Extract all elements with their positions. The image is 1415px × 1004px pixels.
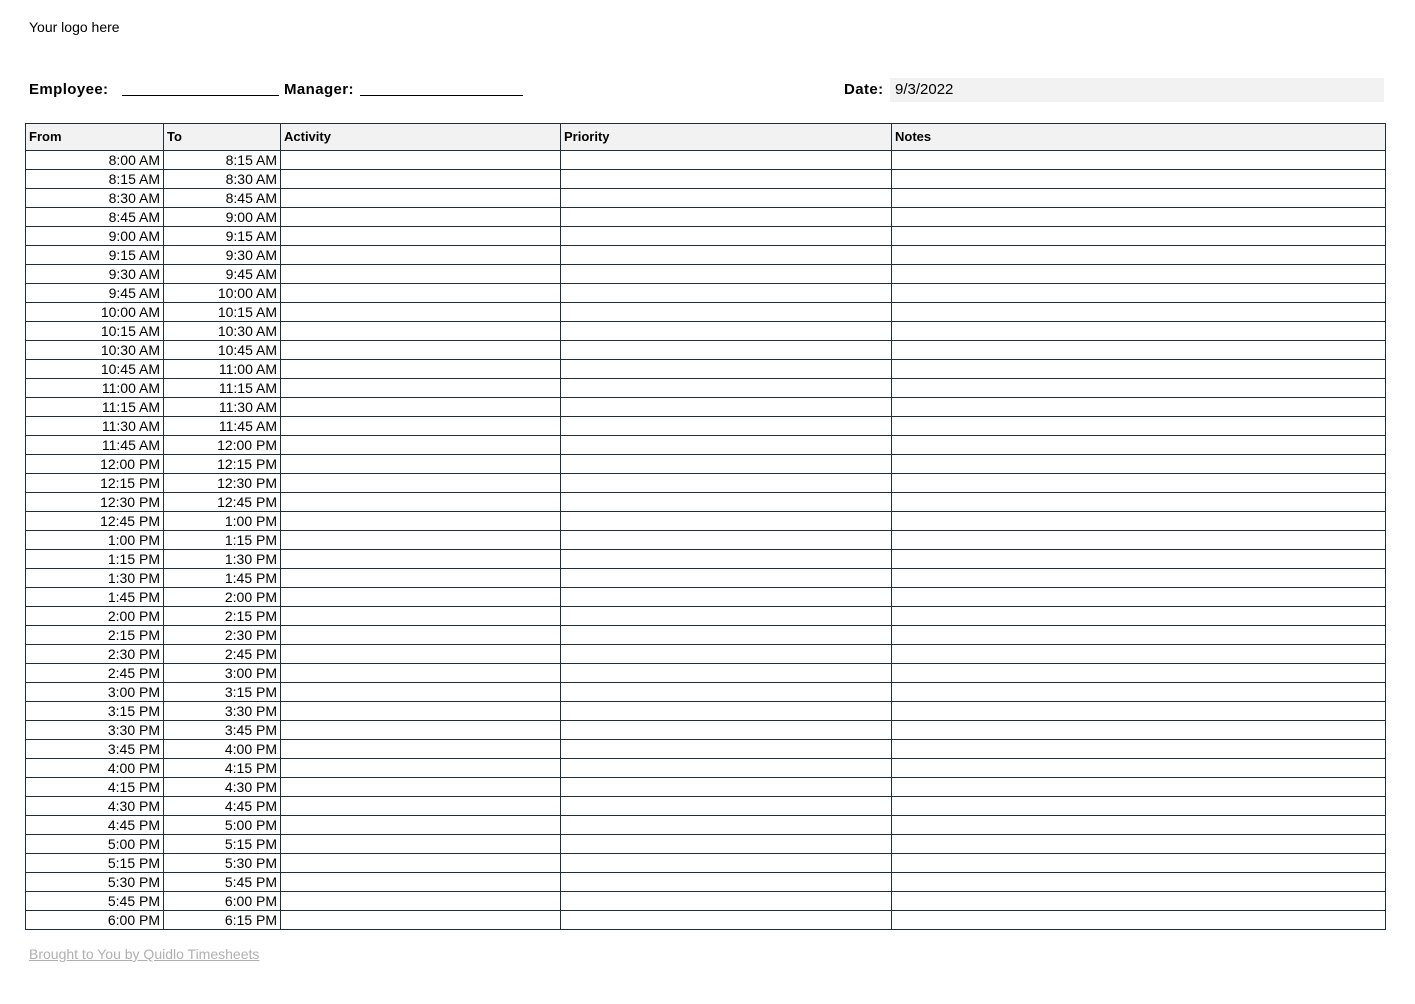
table-row	[26, 569, 1386, 588]
notes-cell[interactable]	[892, 493, 1386, 512]
activity-cell[interactable]	[281, 664, 561, 683]
from-cell: 12:45 PM	[26, 512, 164, 531]
form-header	[29, 78, 1384, 102]
to-cell: 11:00 AM	[164, 360, 281, 379]
table-row	[26, 208, 1386, 227]
notes-cell[interactable]	[892, 645, 1386, 664]
from-cell: 5:15 PM	[26, 854, 164, 873]
to-cell: 9:45 AM	[164, 265, 281, 284]
table-row	[26, 759, 1386, 778]
from-cell: 11:45 AM	[26, 436, 164, 455]
to-cell: 10:45 AM	[164, 341, 281, 360]
from-cell: 8:00 AM	[26, 151, 164, 170]
activity-cell[interactable]	[281, 740, 561, 759]
priority-cell[interactable]	[561, 607, 892, 626]
priority-cell[interactable]	[561, 645, 892, 664]
activity-cell[interactable]	[281, 189, 561, 208]
activity-cell[interactable]	[281, 512, 561, 531]
activity-cell[interactable]	[281, 683, 561, 702]
table-row	[26, 645, 1386, 664]
table-row	[26, 816, 1386, 835]
from-cell: 11:30 AM	[26, 417, 164, 436]
from-cell: 2:45 PM	[26, 664, 164, 683]
from-cell: 4:45 PM	[26, 816, 164, 835]
table-row	[26, 379, 1386, 398]
from-cell: 2:30 PM	[26, 645, 164, 664]
priority-cell[interactable]	[561, 398, 892, 417]
from-cell: 3:30 PM	[26, 721, 164, 740]
activity-cell[interactable]	[281, 645, 561, 664]
priority-cell[interactable]	[561, 702, 892, 721]
table-row	[26, 360, 1386, 379]
to-cell: 12:45 PM	[164, 493, 281, 512]
activity-cell[interactable]	[281, 360, 561, 379]
table-row	[26, 721, 1386, 740]
notes-cell[interactable]	[892, 569, 1386, 588]
table-row	[26, 436, 1386, 455]
table-row	[26, 322, 1386, 341]
notes-cell[interactable]	[892, 531, 1386, 550]
notes-cell[interactable]	[892, 284, 1386, 303]
column-header-notes: Notes	[892, 124, 1386, 151]
notes-cell[interactable]	[892, 170, 1386, 189]
to-cell: 1:00 PM	[164, 512, 281, 531]
priority-cell[interactable]	[561, 816, 892, 835]
column-header-priority: Priority	[561, 124, 892, 151]
notes-cell[interactable]	[892, 151, 1386, 170]
activity-cell[interactable]	[281, 607, 561, 626]
from-cell: 12:00 PM	[26, 455, 164, 474]
priority-cell[interactable]	[561, 360, 892, 379]
priority-cell[interactable]	[561, 740, 892, 759]
notes-cell[interactable]	[892, 835, 1386, 854]
to-cell: 3:15 PM	[164, 683, 281, 702]
notes-cell[interactable]	[892, 265, 1386, 284]
priority-cell[interactable]	[561, 778, 892, 797]
to-cell: 2:45 PM	[164, 645, 281, 664]
activity-cell[interactable]	[281, 265, 561, 284]
priority-cell[interactable]	[561, 303, 892, 322]
activity-cell[interactable]	[281, 835, 561, 854]
from-cell: 2:15 PM	[26, 626, 164, 645]
table-row	[26, 398, 1386, 417]
priority-cell[interactable]	[561, 455, 892, 474]
notes-cell[interactable]	[892, 626, 1386, 645]
activity-cell[interactable]	[281, 626, 561, 645]
activity-cell[interactable]	[281, 816, 561, 835]
activity-cell[interactable]	[281, 455, 561, 474]
to-cell: 12:30 PM	[164, 474, 281, 493]
priority-cell[interactable]	[561, 588, 892, 607]
from-cell: 6:00 PM	[26, 911, 164, 930]
table-row	[26, 455, 1386, 474]
notes-cell[interactable]	[892, 341, 1386, 360]
footer-link[interactable]: Brought to You by Quidlo Timesheets	[29, 946, 260, 962]
to-cell: 10:15 AM	[164, 303, 281, 322]
to-cell: 5:00 PM	[164, 816, 281, 835]
from-cell: 5:45 PM	[26, 892, 164, 911]
priority-cell[interactable]	[561, 873, 892, 892]
notes-cell[interactable]	[892, 360, 1386, 379]
table-row	[26, 683, 1386, 702]
notes-cell[interactable]	[892, 740, 1386, 759]
priority-cell[interactable]	[561, 246, 892, 265]
activity-cell[interactable]	[281, 873, 561, 892]
table-row	[26, 892, 1386, 911]
priority-cell[interactable]	[561, 683, 892, 702]
activity-cell[interactable]	[281, 436, 561, 455]
to-cell: 3:00 PM	[164, 664, 281, 683]
date-field[interactable]	[890, 78, 1384, 102]
to-cell: 10:30 AM	[164, 322, 281, 341]
to-cell: 11:30 AM	[164, 398, 281, 417]
from-cell: 8:15 AM	[26, 170, 164, 189]
to-cell: 4:45 PM	[164, 797, 281, 816]
priority-cell[interactable]	[561, 493, 892, 512]
activity-cell[interactable]	[281, 702, 561, 721]
notes-cell[interactable]	[892, 759, 1386, 778]
to-cell: 2:00 PM	[164, 588, 281, 607]
table-row	[26, 265, 1386, 284]
from-cell: 5:30 PM	[26, 873, 164, 892]
priority-cell[interactable]	[561, 474, 892, 493]
notes-cell[interactable]	[892, 227, 1386, 246]
notes-cell[interactable]	[892, 892, 1386, 911]
priority-cell[interactable]	[561, 797, 892, 816]
table-row	[26, 284, 1386, 303]
activity-cell[interactable]	[281, 151, 561, 170]
activity-cell[interactable]	[281, 208, 561, 227]
to-cell: 5:30 PM	[164, 854, 281, 873]
notes-cell[interactable]	[892, 721, 1386, 740]
from-cell: 11:00 AM	[26, 379, 164, 398]
manager-field-line[interactable]	[360, 95, 523, 96]
from-cell: 5:00 PM	[26, 835, 164, 854]
table-row	[26, 493, 1386, 512]
from-cell: 10:30 AM	[26, 341, 164, 360]
notes-cell[interactable]	[892, 816, 1386, 835]
activity-cell[interactable]	[281, 227, 561, 246]
priority-cell[interactable]	[561, 550, 892, 569]
from-cell: 12:15 PM	[26, 474, 164, 493]
notes-cell[interactable]	[892, 208, 1386, 227]
notes-cell[interactable]	[892, 189, 1386, 208]
date-label: Date:	[844, 81, 884, 98]
activity-cell[interactable]	[281, 379, 561, 398]
priority-cell[interactable]	[561, 626, 892, 645]
from-cell: 4:30 PM	[26, 797, 164, 816]
table-row	[26, 797, 1386, 816]
priority-cell[interactable]	[561, 227, 892, 246]
activity-cell[interactable]	[281, 531, 561, 550]
to-cell: 11:15 AM	[164, 379, 281, 398]
notes-cell[interactable]	[892, 588, 1386, 607]
table-row	[26, 227, 1386, 246]
notes-cell[interactable]	[892, 911, 1386, 930]
table-row	[26, 854, 1386, 873]
notes-cell[interactable]	[892, 683, 1386, 702]
table-row	[26, 303, 1386, 322]
table-row	[26, 873, 1386, 892]
notes-cell[interactable]	[892, 417, 1386, 436]
activity-cell[interactable]	[281, 588, 561, 607]
manager-label: Manager:	[284, 81, 354, 98]
table-row	[26, 246, 1386, 265]
to-cell: 9:15 AM	[164, 227, 281, 246]
column-header-to: To	[164, 124, 281, 151]
notes-cell[interactable]	[892, 512, 1386, 531]
from-cell: 3:15 PM	[26, 702, 164, 721]
to-cell: 9:30 AM	[164, 246, 281, 265]
table-row	[26, 702, 1386, 721]
priority-cell[interactable]	[561, 436, 892, 455]
activity-cell[interactable]	[281, 322, 561, 341]
notes-cell[interactable]	[892, 303, 1386, 322]
priority-cell[interactable]	[561, 379, 892, 398]
table-row	[26, 588, 1386, 607]
priority-cell[interactable]	[561, 721, 892, 740]
notes-cell[interactable]	[892, 854, 1386, 873]
from-cell: 10:45 AM	[26, 360, 164, 379]
table-row	[26, 550, 1386, 569]
notes-cell[interactable]	[892, 607, 1386, 626]
to-cell: 3:30 PM	[164, 702, 281, 721]
priority-cell[interactable]	[561, 759, 892, 778]
priority-cell[interactable]	[561, 265, 892, 284]
table-row	[26, 189, 1386, 208]
from-cell: 12:30 PM	[26, 493, 164, 512]
activity-cell[interactable]	[281, 493, 561, 512]
to-cell: 8:30 AM	[164, 170, 281, 189]
notes-cell[interactable]	[892, 322, 1386, 341]
activity-cell[interactable]	[281, 759, 561, 778]
from-cell: 8:30 AM	[26, 189, 164, 208]
table-row	[26, 417, 1386, 436]
to-cell: 3:45 PM	[164, 721, 281, 740]
notes-cell[interactable]	[892, 873, 1386, 892]
priority-cell[interactable]	[561, 417, 892, 436]
priority-cell[interactable]	[561, 284, 892, 303]
activity-cell[interactable]	[281, 303, 561, 322]
from-cell: 2:00 PM	[26, 607, 164, 626]
notes-cell[interactable]	[892, 778, 1386, 797]
priority-cell[interactable]	[561, 911, 892, 930]
to-cell: 9:00 AM	[164, 208, 281, 227]
from-cell: 3:45 PM	[26, 740, 164, 759]
notes-cell[interactable]	[892, 246, 1386, 265]
to-cell: 11:45 AM	[164, 417, 281, 436]
table-row	[26, 474, 1386, 493]
table-row	[26, 740, 1386, 759]
table-header-row	[26, 124, 1386, 151]
from-cell: 1:15 PM	[26, 550, 164, 569]
to-cell: 6:15 PM	[164, 911, 281, 930]
notes-cell[interactable]	[892, 550, 1386, 569]
logo-placeholder: Your logo here	[29, 19, 120, 35]
from-cell: 10:00 AM	[26, 303, 164, 322]
from-cell: 9:45 AM	[26, 284, 164, 303]
priority-cell[interactable]	[561, 664, 892, 683]
priority-cell[interactable]	[561, 892, 892, 911]
table-row	[26, 911, 1386, 930]
activity-cell[interactable]	[281, 797, 561, 816]
priority-cell[interactable]	[561, 531, 892, 550]
priority-cell[interactable]	[561, 170, 892, 189]
from-cell: 1:00 PM	[26, 531, 164, 550]
to-cell: 4:15 PM	[164, 759, 281, 778]
priority-cell[interactable]	[561, 569, 892, 588]
to-cell: 10:00 AM	[164, 284, 281, 303]
from-cell: 4:00 PM	[26, 759, 164, 778]
priority-cell[interactable]	[561, 341, 892, 360]
priority-cell[interactable]	[561, 854, 892, 873]
notes-cell[interactable]	[892, 702, 1386, 721]
priority-cell[interactable]	[561, 189, 892, 208]
table-row	[26, 664, 1386, 683]
activity-cell[interactable]	[281, 550, 561, 569]
table-row	[26, 835, 1386, 854]
from-cell: 1:45 PM	[26, 588, 164, 607]
notes-cell[interactable]	[892, 455, 1386, 474]
column-header-activity: Activity	[281, 124, 561, 151]
activity-cell[interactable]	[281, 246, 561, 265]
to-cell: 1:45 PM	[164, 569, 281, 588]
notes-cell[interactable]	[892, 797, 1386, 816]
activity-cell[interactable]	[281, 284, 561, 303]
to-cell: 8:45 AM	[164, 189, 281, 208]
activity-cell[interactable]	[281, 398, 561, 417]
column-header-from: From	[26, 124, 164, 151]
to-cell: 4:00 PM	[164, 740, 281, 759]
to-cell: 4:30 PM	[164, 778, 281, 797]
to-cell: 12:15 PM	[164, 455, 281, 474]
activity-cell[interactable]	[281, 569, 561, 588]
to-cell: 5:15 PM	[164, 835, 281, 854]
to-cell: 6:00 PM	[164, 892, 281, 911]
table-row	[26, 626, 1386, 645]
activity-cell[interactable]	[281, 892, 561, 911]
activity-cell[interactable]	[281, 911, 561, 930]
table-row	[26, 341, 1386, 360]
notes-cell[interactable]	[892, 379, 1386, 398]
to-cell: 1:30 PM	[164, 550, 281, 569]
from-cell: 8:45 AM	[26, 208, 164, 227]
date-value[interactable]: 9/3/2022	[895, 81, 954, 98]
to-cell: 2:15 PM	[164, 607, 281, 626]
priority-cell[interactable]	[561, 322, 892, 341]
priority-cell[interactable]	[561, 835, 892, 854]
priority-cell[interactable]	[561, 151, 892, 170]
table-row	[26, 531, 1386, 550]
from-cell: 4:15 PM	[26, 778, 164, 797]
from-cell: 10:15 AM	[26, 322, 164, 341]
to-cell: 5:45 PM	[164, 873, 281, 892]
from-cell: 9:15 AM	[26, 246, 164, 265]
priority-cell[interactable]	[561, 208, 892, 227]
to-cell: 2:30 PM	[164, 626, 281, 645]
priority-cell[interactable]	[561, 512, 892, 531]
to-cell: 1:15 PM	[164, 531, 281, 550]
notes-cell[interactable]	[892, 436, 1386, 455]
to-cell: 8:15 AM	[164, 151, 281, 170]
activity-cell[interactable]	[281, 417, 561, 436]
schedule-body	[26, 151, 1386, 930]
notes-cell[interactable]	[892, 474, 1386, 493]
from-cell: 3:00 PM	[26, 683, 164, 702]
table-row	[26, 607, 1386, 626]
table-row	[26, 778, 1386, 797]
notes-cell[interactable]	[892, 664, 1386, 683]
table-row	[26, 151, 1386, 170]
table-row	[26, 512, 1386, 531]
table-row	[26, 170, 1386, 189]
activity-cell[interactable]	[281, 170, 561, 189]
employee-label: Employee:	[29, 81, 109, 98]
activity-cell[interactable]	[281, 341, 561, 360]
notes-cell[interactable]	[892, 398, 1386, 417]
activity-cell[interactable]	[281, 854, 561, 873]
from-cell: 11:15 AM	[26, 398, 164, 417]
schedule-table	[25, 123, 1386, 930]
from-cell: 1:30 PM	[26, 569, 164, 588]
activity-cell[interactable]	[281, 721, 561, 740]
from-cell: 9:30 AM	[26, 265, 164, 284]
employee-field-line[interactable]	[122, 95, 279, 96]
activity-cell[interactable]	[281, 474, 561, 493]
to-cell: 12:00 PM	[164, 436, 281, 455]
activity-cell[interactable]	[281, 778, 561, 797]
from-cell: 9:00 AM	[26, 227, 164, 246]
